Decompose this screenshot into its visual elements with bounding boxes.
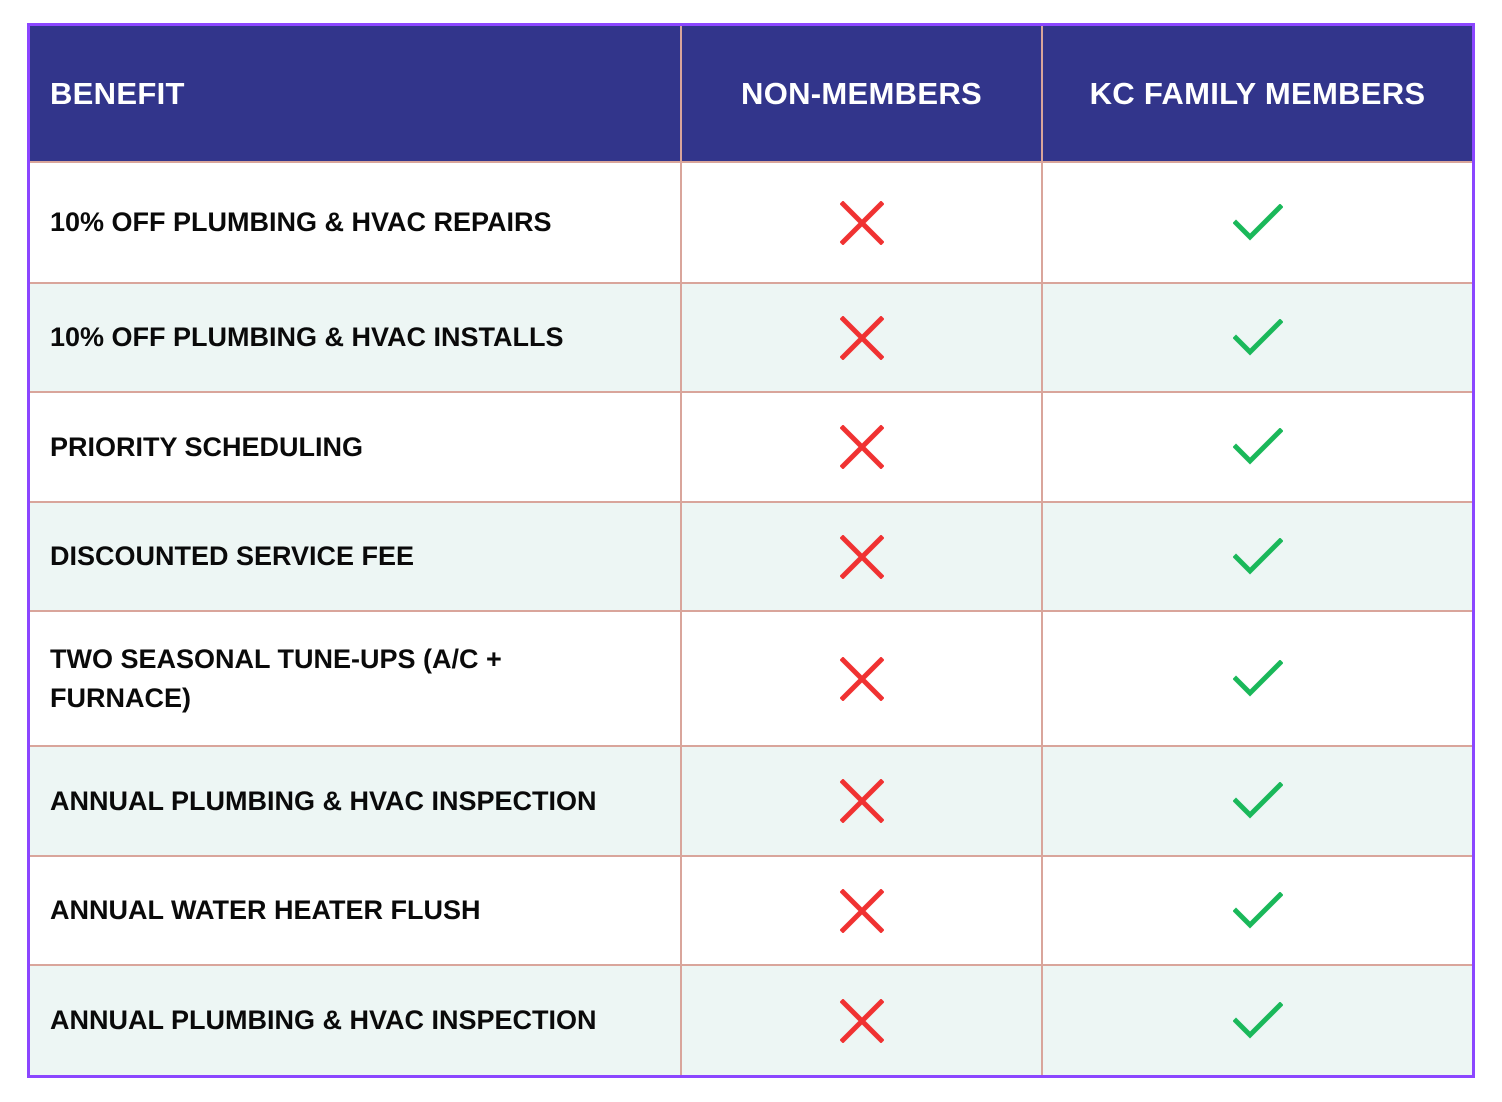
check-icon bbox=[1233, 892, 1283, 930]
benefit-cell: ANNUAL PLUMBING & HVAC INSPECTION bbox=[30, 747, 682, 857]
check-icon bbox=[1233, 660, 1283, 698]
x-icon bbox=[840, 201, 884, 245]
non-members-cell bbox=[682, 857, 1043, 966]
check-icon bbox=[1233, 204, 1283, 242]
benefit-cell: 10% OFF PLUMBING & HVAC REPAIRS bbox=[30, 163, 682, 284]
check-icon bbox=[1233, 1002, 1283, 1040]
benefits-comparison-table bbox=[27, 23, 1475, 1078]
x-icon bbox=[840, 316, 884, 360]
x-icon bbox=[840, 535, 884, 579]
non-members-cell bbox=[682, 747, 1043, 857]
non-members-cell bbox=[682, 966, 1043, 1075]
check-icon bbox=[1233, 782, 1283, 820]
non-members-cell bbox=[682, 393, 1043, 503]
benefit-cell: PRIORITY SCHEDULING bbox=[30, 393, 682, 503]
x-icon bbox=[840, 999, 884, 1043]
x-icon bbox=[840, 779, 884, 823]
benefit-cell: ANNUAL WATER HEATER FLUSH bbox=[30, 857, 682, 966]
non-members-cell bbox=[682, 612, 1043, 747]
header-benefit: BENEFIT bbox=[30, 26, 682, 163]
members-cell bbox=[1043, 857, 1472, 966]
x-icon bbox=[840, 425, 884, 469]
x-icon bbox=[840, 889, 884, 933]
non-members-cell bbox=[682, 503, 1043, 612]
members-cell bbox=[1043, 393, 1472, 503]
members-cell bbox=[1043, 503, 1472, 612]
non-members-cell bbox=[682, 284, 1043, 393]
benefit-cell: ANNUAL PLUMBING & HVAC INSPECTION bbox=[30, 966, 682, 1075]
members-cell bbox=[1043, 747, 1472, 857]
header-kc-family-members: KC FAMILY MEMBERS bbox=[1043, 26, 1472, 163]
x-icon bbox=[840, 657, 884, 701]
header-non-members: NON-MEMBERS bbox=[682, 26, 1043, 163]
check-icon bbox=[1233, 538, 1283, 576]
check-icon bbox=[1233, 428, 1283, 466]
check-icon bbox=[1233, 319, 1283, 357]
benefit-cell: 10% OFF PLUMBING & HVAC INSTALLS bbox=[30, 284, 682, 393]
table-grid bbox=[30, 26, 1472, 1075]
members-cell bbox=[1043, 163, 1472, 284]
members-cell bbox=[1043, 966, 1472, 1075]
benefit-cell: TWO SEASONAL TUNE-UPS (A/C + FURNACE) bbox=[30, 612, 682, 747]
non-members-cell bbox=[682, 163, 1043, 284]
members-cell bbox=[1043, 612, 1472, 747]
members-cell bbox=[1043, 284, 1472, 393]
benefit-cell: DISCOUNTED SERVICE FEE bbox=[30, 503, 682, 612]
